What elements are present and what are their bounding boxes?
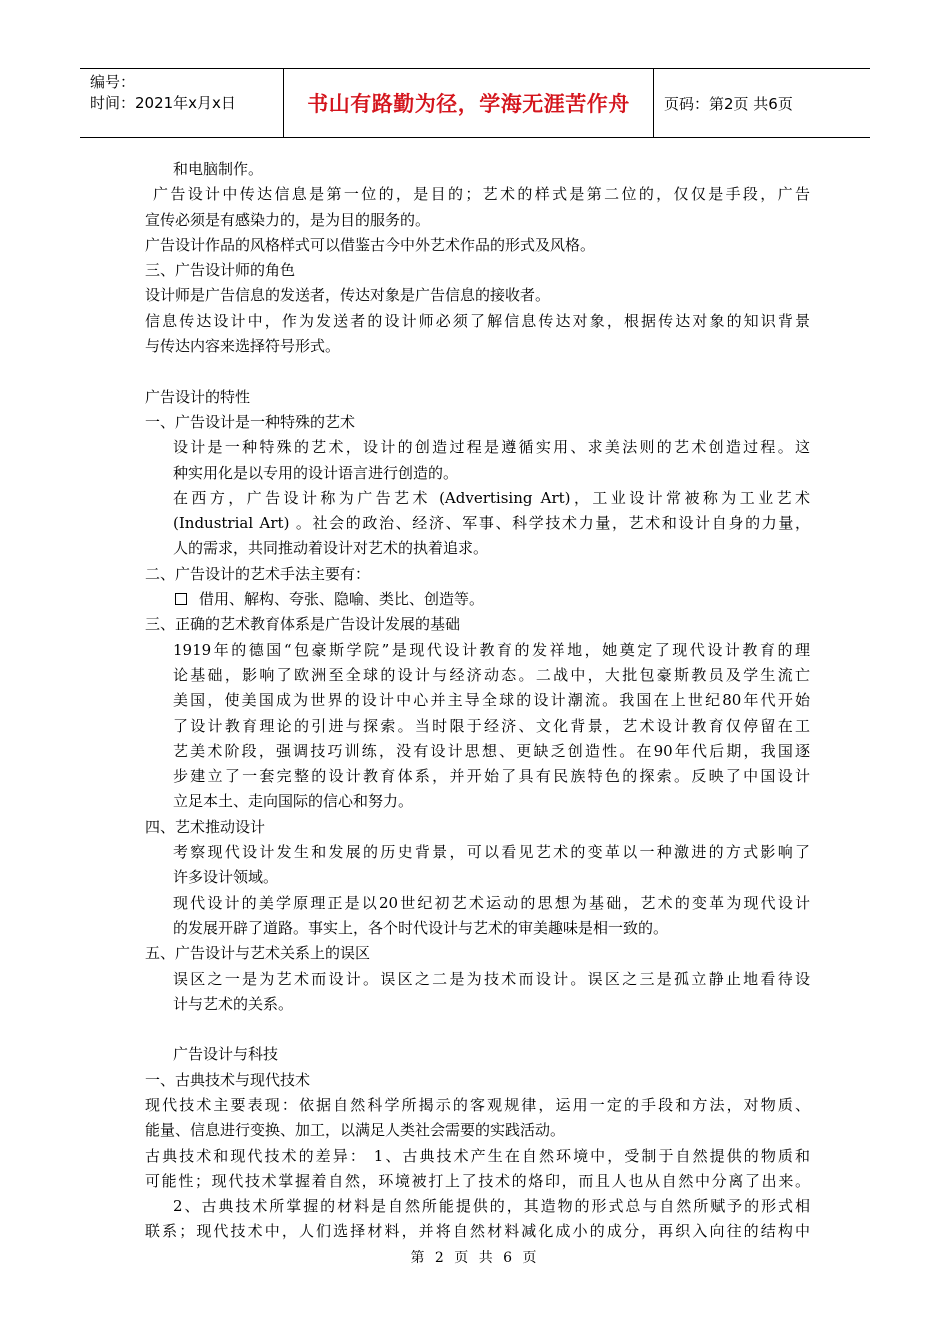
paragraph-text: 考察现代设计发生和发展的历史背景，可以看见艺术的变革以一种激进的方式影响了 xyxy=(173,843,810,862)
paragraph-text: 现代技术主要表现：依据自然科学所揭示的客观规律，运用一定的手段和方法，对物质、 xyxy=(145,1095,810,1114)
body-paragraph-line xyxy=(145,891,810,916)
paragraph-text: 二、广告设计的艺术手法主要有： xyxy=(145,564,371,583)
paragraph-text: 四、艺术推动设计 xyxy=(145,817,266,836)
body-paragraph-line xyxy=(145,739,810,764)
body-paragraph-line xyxy=(145,967,810,992)
paragraph-text: 广告设计与科技 xyxy=(173,1045,279,1064)
paragraph-text: 立足本土、走向国际的信心和努力。 xyxy=(173,792,414,811)
paragraph-text: 五、广告设计与艺术关系上的误区 xyxy=(145,944,371,963)
paragraph-text: 现代设计的美学原理正是以20世纪初艺术运动的思想为基础，艺术的变革为现代设计 xyxy=(173,893,810,912)
body-paragraph-line xyxy=(145,562,810,587)
body-paragraph-line xyxy=(145,1144,810,1169)
blank-line xyxy=(145,1017,810,1042)
body-paragraph-line xyxy=(145,815,810,840)
document-date-label: 时间：2021年x月x日 xyxy=(90,94,236,112)
paragraph-text: 1919年的德国“包豪斯学院”是现代设计教育的发祥地，她奠定了现代设计教育的理 xyxy=(173,640,810,659)
body-paragraph-line xyxy=(145,511,810,536)
paragraph-text: 与传达内容来选择符号形式。 xyxy=(145,337,341,356)
body-paragraph-line xyxy=(145,941,810,966)
body-paragraph-line xyxy=(145,916,810,941)
paragraph-text: 一、古典技术与现代技术 xyxy=(145,1070,311,1089)
page-header xyxy=(80,68,870,138)
paragraph-text: 误区之一是为艺术而设计。误区之二是为技术而设计。误区之三是孤立静止地看待设 xyxy=(173,969,810,988)
header-meta xyxy=(80,69,284,137)
body-paragraph-line xyxy=(145,1068,810,1093)
page-footer: 第 2 页 共 6 页 xyxy=(410,1250,540,1266)
body-paragraph-line xyxy=(145,233,810,258)
body-paragraph-line xyxy=(145,461,810,486)
document-code-label: 编号： xyxy=(90,73,136,91)
body-paragraph-line xyxy=(145,410,810,435)
paragraph-text: 广告设计作品的风格样式可以借鉴古今中外艺术作品的形式及风格。 xyxy=(145,235,596,254)
body-paragraph-line xyxy=(145,1042,810,1067)
checkbox-bullet-icon xyxy=(175,593,187,605)
paragraph-text: 设计师是广告信息的发送者，传达对象是广告信息的接收者。 xyxy=(145,286,551,305)
body-paragraph-line xyxy=(145,663,810,688)
paragraph-text: 宣传必须是有感染力的，是为目的服务的。 xyxy=(145,210,431,229)
body-paragraph-line xyxy=(145,283,810,308)
body-paragraph-line xyxy=(145,587,810,612)
body-paragraph-line xyxy=(145,486,810,511)
paragraph-text: 人的需求，共同推动着设计对艺术的执着追求。 xyxy=(173,539,489,558)
body-paragraph-line xyxy=(145,865,810,890)
paragraph-text: 联系；现代技术中，人们选择材料，并将自然材料减化成小的成分，再织入向往的结构中 xyxy=(145,1222,810,1241)
paragraph-text: 种实用化是以专用的设计语言进行创造的。 xyxy=(173,463,459,482)
body-paragraph-line xyxy=(145,309,810,334)
body-paragraph-line xyxy=(145,1169,810,1194)
paragraph-text: 能量、信息进行变换、加工，以满足人类社会需要的实践活动。 xyxy=(145,1121,566,1140)
paragraph-text: 许多设计领域。 xyxy=(173,868,279,887)
paragraph-text: 2、古典技术所掌握的材料是自然所能提供的，其造物的形式总与自然所赋予的形式相 xyxy=(173,1197,810,1216)
paragraph-text: 在西方，广告设计称为广告艺术 (Advertising Art)，工业设计常被称为工业艺术 xyxy=(173,488,810,507)
paragraph-text: 美国，使美国成为世界的设计中心并主导全球的设计潮流。我国在上世纪80年代开始 xyxy=(173,691,810,710)
paragraph-text: 艺美术阶段，强调技巧训练，没有设计思想、更缺乏创造性。在90年代后期，我国逐 xyxy=(173,741,810,760)
body-paragraph-line xyxy=(145,789,810,814)
paragraph-text: 古典技术和现代技术的差异： 1、古典技术产生在自然环境中，受制于自然提供的物质和 xyxy=(145,1146,810,1165)
body-paragraph-line xyxy=(145,688,810,713)
paragraph-text: 论基础，影响了欧洲至全球的设计与经济动态。二战中，大批包豪斯教员及学生流亡 xyxy=(173,665,810,684)
blank-line xyxy=(145,359,810,384)
header-page-number: 页码：第2页 共6页 xyxy=(664,94,793,113)
paragraph-text: 计与艺术的关系。 xyxy=(173,994,294,1013)
paragraph-text: 了设计教育理论的引进与探索。当时限于经济、文化背景，艺术设计教育仅停留在工 xyxy=(173,716,810,735)
body-paragraph-line xyxy=(145,638,810,663)
body-paragraph-line xyxy=(145,764,810,789)
paragraph-text: 广告设计中传达信息是第一位的，是目的；艺术的样式是第二位的，仅仅是手段，广告 xyxy=(153,185,810,204)
body-paragraph-line xyxy=(145,840,810,865)
body-paragraph-line xyxy=(145,208,810,233)
body-paragraph-line xyxy=(145,714,810,739)
header-motto: 书山有路勤为径，学海无涯苦作舟 xyxy=(284,69,654,137)
paragraph-text: 可能性；现代技术掌握着自然，环境被打上了技术的烙印，而且人也从自然中分离了出来。 xyxy=(145,1171,810,1190)
paragraph-text: 信息传达设计中，作为发送者的设计师必须了解信息传达对象，根据传达对象的知识背景 xyxy=(145,311,810,330)
paragraph-text: 一、广告设计是一种特殊的艺术 xyxy=(145,412,356,431)
body-paragraph-line xyxy=(145,258,810,283)
paragraph-text: 广告设计的特性 xyxy=(145,387,251,406)
document-body xyxy=(145,157,810,1245)
body-paragraph-line xyxy=(145,1118,810,1143)
body-paragraph-line xyxy=(145,182,810,207)
paragraph-text: 的发展开辟了道路。事实上，各个时代设计与艺术的审美趣味是相一致的。 xyxy=(173,918,669,937)
body-paragraph-line xyxy=(145,536,810,561)
body-paragraph-line xyxy=(145,334,810,359)
body-paragraph-line xyxy=(145,612,810,637)
body-paragraph-line xyxy=(145,385,810,410)
paragraph-text: (Industrial Art) 。社会的政治、经济、军事、科学技术力量，艺术和设计自身的力量， xyxy=(173,514,810,533)
paragraph-text: 和电脑制作。 xyxy=(173,160,264,178)
body-paragraph-line xyxy=(145,157,810,182)
paragraph-text: 借用、解构、夸张、隐喻、类比、创造等。 xyxy=(199,590,485,609)
body-paragraph-line xyxy=(145,1219,810,1244)
body-paragraph-line xyxy=(145,1194,810,1219)
paragraph-text: 三、正确的艺术教育体系是广告设计发展的基础 xyxy=(145,615,461,634)
body-paragraph-line xyxy=(145,435,810,460)
paragraph-text: 步建立了一套完整的设计教育体系，并开始了具有民族特色的探索。反映了中国设计 xyxy=(173,767,810,786)
paragraph-text: 设计是一种特殊的艺术，设计的创造过程是遵循实用、求美法则的艺术创造过程。这 xyxy=(173,438,810,457)
body-paragraph-line xyxy=(145,992,810,1017)
paragraph-text: 三、广告设计师的角色 xyxy=(145,261,296,280)
body-paragraph-line xyxy=(145,1093,810,1118)
